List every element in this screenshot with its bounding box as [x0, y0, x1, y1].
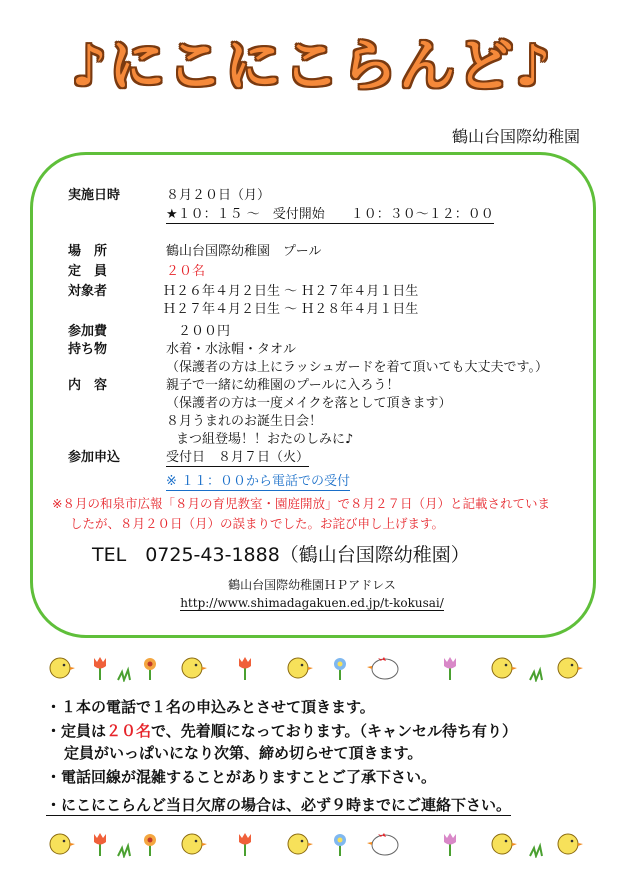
chick-icon: [558, 834, 583, 854]
flower-icon: [144, 834, 156, 856]
chick-icon: [182, 658, 207, 678]
hen-icon: [367, 657, 398, 679]
apply-note: ※ １１：００から電話での受付: [166, 470, 350, 491]
page-title: ♪にこにこらんど♪: [71, 34, 553, 99]
bullet-absence-contact-text: ・にこにこらんど当日欠席の場合は、必ず９時までにご連絡下さい。: [46, 796, 512, 814]
content-line-4: まつ組登場！！おたのしみに♪: [176, 432, 354, 447]
items-label: 持ち物: [68, 342, 108, 357]
chick-icon: [288, 834, 313, 854]
chick-icon: [50, 834, 75, 854]
flower-icon: [144, 658, 156, 680]
bullet-closing: 定員がいっぱいになり次第、締め切らせて頂きます。: [64, 744, 423, 762]
chick-icon: [492, 658, 517, 678]
bullet-capacity-pre: ・定員は: [46, 722, 107, 740]
grass-icon: [118, 846, 130, 856]
bullet-capacity-post: で、先着順になっております。（キャンセル待ち有り）: [151, 722, 518, 740]
items-note: （保護者の方は上にラッシュガードを着て頂いても大丈夫です。）: [166, 360, 548, 375]
tulip-icon: [444, 833, 456, 856]
place-value: 鶴山台国際幼稚園 プール: [166, 244, 322, 259]
place-label: 場 所: [68, 244, 108, 259]
homepage-url-text[interactable]: http://www.shimadagakuen.ed.jp/t-kokusai/: [180, 596, 444, 610]
tulip-icon: [94, 657, 106, 680]
chick-flower-border-top: [40, 652, 586, 682]
apply-label: 参加申込: [68, 450, 121, 465]
grass-icon: [530, 846, 542, 856]
chick-icon: [288, 658, 313, 678]
content-line-1: 親子で一緒に幼稚園のプールに入ろう！: [166, 378, 400, 393]
chick-icon: [558, 658, 583, 678]
bullet-one-call-one-person: ・１本の電話で１名の申込みとさせて頂きます。: [46, 698, 375, 716]
correction-notice-line-2: したが、８月２０日（月）の誤まりでした。お詫び申し上げます。: [70, 516, 445, 531]
date-label: 実施日時: [68, 188, 121, 203]
hen-icon: [367, 833, 398, 855]
target-value-1: Ｈ２６年４月２日生 ～ Ｈ２７年４月１日生: [163, 284, 419, 299]
chick-icon: [50, 658, 75, 678]
content-line-2: （保護者の方は一度メイクを落として頂きます）: [166, 396, 452, 411]
date-value: ８月２０日（月）: [166, 188, 271, 203]
chick-icon: [182, 834, 207, 854]
target-label: 対象者: [68, 284, 108, 299]
tulip-icon: [94, 833, 106, 856]
telephone-number: TEL 0725-43-1888（鶴山台国際幼稚園）: [92, 544, 470, 566]
tulip-icon: [444, 657, 456, 680]
time-value: ★１０：１５ ～ 受付開始 １０：３０～１２：００: [166, 203, 494, 224]
tulip-icon: [239, 657, 251, 680]
chick-icon: [492, 834, 517, 854]
homepage-url[interactable]: [0, 596, 624, 610]
content-line-3: ８月うまれのお誕生日会！: [166, 414, 323, 429]
correction-notice-line-1: ※８月の和泉市広報「８月の育児教室・園庭開放」で８月２７日（月）と記載されていま: [52, 496, 550, 511]
capacity-label: 定 員: [68, 264, 108, 279]
chick-flower-border-bottom: [40, 828, 586, 858]
grass-icon: [530, 670, 542, 680]
flower-icon: [334, 834, 346, 856]
bullet-absence-contact: [46, 794, 511, 815]
flower-icon: [334, 658, 346, 680]
bullet-capacity-number: ２０名: [106, 722, 152, 740]
fee-value: ２００円: [178, 324, 231, 339]
capacity-value: ２０名: [166, 264, 206, 279]
apply-value: 受付日 ８月７日（火）: [166, 446, 309, 467]
items-value: 水着・水泳帽・タオル: [166, 342, 297, 357]
school-name: 鶴山台国際幼稚園: [451, 127, 580, 146]
bullet-phone-congestion: ・電話回線が混雑することがありますことご了承下さい。: [46, 768, 437, 786]
grass-icon: [118, 670, 130, 680]
bullet-capacity: [46, 720, 517, 741]
tulip-icon: [239, 833, 251, 856]
content-label: 内 容: [68, 378, 108, 393]
fee-label: 参加費: [68, 324, 108, 339]
target-value-2: Ｈ２７年４月２日生 ～ Ｈ２８年４月１日生: [163, 302, 419, 317]
homepage-label: 鶴山台国際幼稚園ＨＰアドレス: [228, 578, 396, 592]
